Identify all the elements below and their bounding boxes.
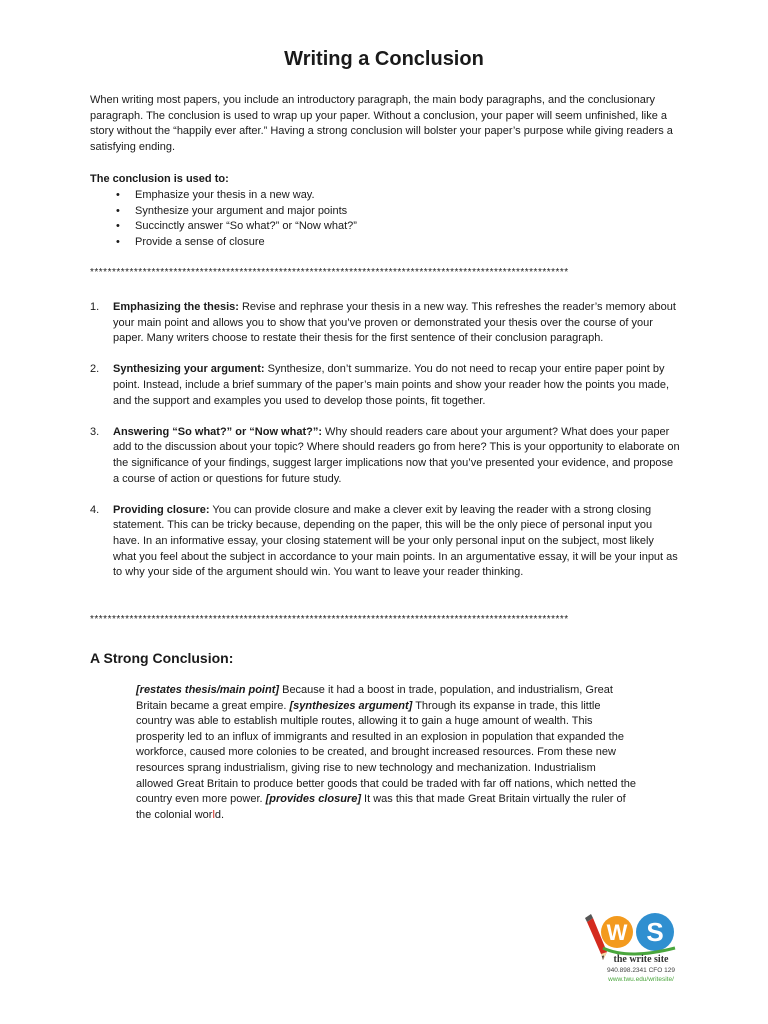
separator-line: ************************************************************************************************************* xyxy=(90,614,569,625)
step-number: 2. xyxy=(90,363,100,376)
example-text: d. xyxy=(214,808,225,821)
intro-paragraph: When writing most papers, you include an introductory paragraph, the main body paragraphs, and the conclusionary paragraph. The conclusion is used to wrap up your paper. Without a conclusion, your paper will seem unfinished, like a story without the “happily ever after.” Having a strong conclusion will bolster your paper’s purpose while giving readers a satisfying ending. xyxy=(90,94,673,153)
logo-url: www.twu.edu/writesite/ xyxy=(608,976,674,983)
list-item: • Succinctly answer “So what?” or “Now what?” xyxy=(116,219,357,235)
step-answering-so-what xyxy=(90,425,680,487)
step-label: Synthesizing your argument: xyxy=(113,363,265,376)
example-text: Through its expanse in trade, this little country was able to establish multiple routes, allowing it to gain a huge amount of wealth. This prosperity led to an influx of immigrants and resulted in an explosion in population that expanded the workforce, caused more colonies to be created, and brought increased resources. From these new resources sprang industrialism, giving rise to new technology and mechanization. Industrialism allowed Great Britain to produce better goods that could be traded with far off nations, which netted the country even more power. xyxy=(136,699,636,806)
step-text: Why should readers care about your argument? What does your paper add to the discussion about your topic? Where should readers go from here? This is your opportunity to elaborate on the significance of your findings, suggest larger implications now that you’ve presented your evidence, and propose a course of action or questions for future study. xyxy=(113,425,680,485)
steps-list xyxy=(90,300,680,596)
list-item: • Synthesize your argument and major points xyxy=(116,204,357,220)
write-site-logo xyxy=(583,908,683,1008)
logo-contact: 940.898.2341 CFO 129 xyxy=(607,967,675,974)
annotation-tag: [synthesizes argument] xyxy=(289,699,413,712)
write-site-logo-graphic xyxy=(583,908,683,1008)
logo-letter-s: S xyxy=(646,917,664,947)
step-number: 4. xyxy=(90,503,100,516)
conclusion-uses-list xyxy=(116,188,357,250)
step-text: Revise and rephrase your thesis in a new way. This refreshes the reader’s memory about your main point and allows you to show that you’ve proven or demonstrated your thesis over the course of your paper. Many writers choose to restate their thesis for the first sentence of their conclusion paragraph. xyxy=(113,301,676,345)
step-providing-closure xyxy=(90,503,680,581)
logo-letter-w: W xyxy=(606,920,628,945)
separator-line: ************************************************************************************************************* xyxy=(90,267,569,278)
list-item: • Emphasize your thesis in a new way. xyxy=(116,188,357,204)
example-paragraph xyxy=(136,683,636,823)
conclusion-uses-heading: The conclusion is used to: xyxy=(90,173,229,185)
step-number: 3. xyxy=(90,425,100,438)
logo-site-name: the write site xyxy=(613,954,669,965)
example-text: Because it had a boost in trade, population, and industrialism, Great Britain became a great empire. xyxy=(136,684,613,712)
annotation-tag: [provides closure] xyxy=(265,793,361,806)
list-item: • Provide a sense of closure xyxy=(116,235,357,251)
step-number: 1. xyxy=(90,301,100,313)
step-label: Providing closure: xyxy=(113,503,210,516)
example-text: It was this that made Great Britain virtually the ruler of the colonial wor xyxy=(136,793,626,821)
strong-conclusion-heading: A Strong Conclusion: xyxy=(90,650,234,666)
annotation-tag: [restates thesis/main point] xyxy=(136,684,280,696)
step-text: Synthesize, don’t summarize. You do not need to recap your entire paper point by point. Instead, include a brief summary of the paper’s main points and show your reader how the points you made, and the support and examples you used to develop those points, fit together. xyxy=(113,363,670,407)
step-label: Emphasizing the thesis: xyxy=(113,301,239,313)
highlighted-letter: l xyxy=(212,808,215,821)
step-synthesizing-argument xyxy=(90,362,680,409)
step-text: You can provide closure and make a clever exit by leaving the reader with a strong closing statement. This can be tricky because, depending on the paper, this will be the only piece of personal input you have. In an informative essay, your closing statement will be your only personal input on the subject, most likely what you feel about the subject in accordance to your main points. In an argumentative essay, it will be your input as to why your side of the argument should win. You want to leave your reader thinking. xyxy=(113,503,678,579)
page-title: Writing a Conclusion xyxy=(284,48,484,70)
step-label: Answering “So what?” or “Now what?”: xyxy=(113,425,322,438)
step-emphasizing-thesis xyxy=(90,300,680,347)
